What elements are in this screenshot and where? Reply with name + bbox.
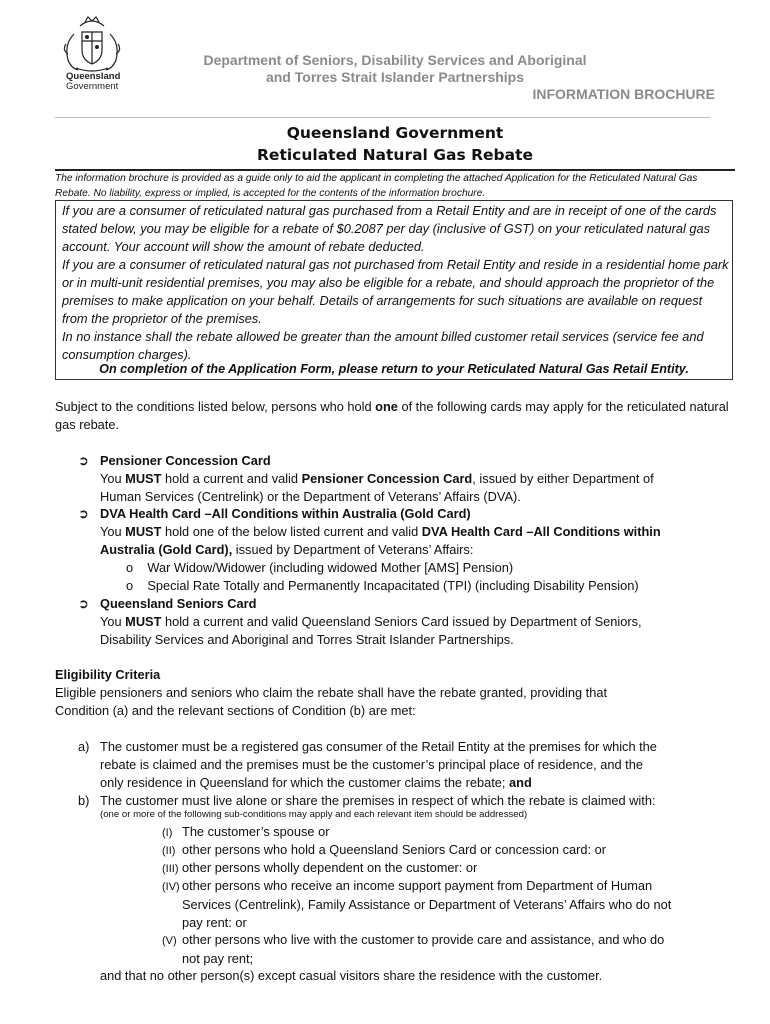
card-text-pensioner: You MUST hold a current and valid Pensioner Concession Card, issued by either Department of Human Services (Centrelink) or the Department of Veterans’ Affairs (DVA). (100, 471, 654, 504)
department-name: Department of Seniors, Disability Services and Aboriginal and Torres Strait Islander Partnerships (203, 52, 587, 85)
page-title: Queensland Government Reticulated Natural Gas Rebate (257, 124, 533, 164)
title-divider (55, 169, 735, 171)
eligibility-section: Eligibility Criteria Eligible pensioners and seniors who claim the rebate shall have the rebate granted, providing that Condition (a) and the relevant sections of Condition (b) are met: (55, 667, 608, 718)
condition-b: b) The customer must live alone or share the premises in respect of which the rebate is claimed with: (78, 793, 656, 808)
list-item: o War Widow/Widower (including widowed Mother [AMS] Pension) (126, 560, 514, 575)
sub-condition: (I) The customer’s spouse or (162, 824, 330, 839)
card-heading-dva: ➲ DVA Health Card –All Conditions within Australia (Gold Card) (78, 506, 471, 521)
eligibility-heading: Eligibility Criteria (55, 667, 161, 682)
logo-wordmark: Queensland Government (66, 71, 121, 92)
card-text-dva: You MUST hold one of the below listed current and valid DVA Health Card –All Conditions within Australia (Gold Card), issued by Department of Veterans’ Affairs: (100, 524, 661, 557)
card-text-seniors: You MUST hold a current and valid Queensland Seniors Card issued by Department of Seniors, Disability Services and Aboriginal and Torres Strait Islander Partnerships. (100, 614, 642, 647)
closing-statement: and that no other person(s) except casual visitors share the residence with the customer. (100, 968, 603, 983)
sub-condition: (V) other persons who live with the customer to provide care and assistance, and who do not pay rent; (162, 932, 665, 966)
notice-paragraph: In no instance shall the rebate allowed be greater than the amount billed customer retail services (service fee and consumption charges). (62, 329, 704, 362)
notice-paragraph: If you are a consumer of reticulated natural gas purchased from a Retail Entity and are in receipt of one of the cards stated below, you may be eligible for a rebate of $0.2087 per day (inclusive of GST) on your reticulated natural gas account. Your account will show the amount of rebate deducted. (62, 203, 717, 254)
condition-b-note: (one or more of the following sub-conditions may apply and each relevant item should be addressed) (100, 809, 528, 820)
card-heading-pensioner: ➲ Pensioner Concession Card (78, 453, 271, 468)
condition-a: a) The customer must be a registered gas consumer of the Retail Entity at the premises for which the rebate is claimed and the premises must be the customer’s principal place of residence, and the only residence in Queensland for which the customer claims the rebate; and (78, 739, 657, 790)
list-item: o Special Rate Totally and Permanently Incapacitated (TPI) (including Disability Pension) (126, 578, 639, 593)
arrow-bullet-icon: ➲ (78, 506, 89, 521)
notice-text (62, 202, 730, 364)
return-instruction: On completion of the Application Form, please return to your Reticulated Natural Gas Retail Entity. (99, 362, 689, 376)
sub-condition: (III) other persons wholly dependent on the customer: or (162, 860, 478, 875)
sub-condition: (II) other persons who hold a Queensland Seniors Card or concession card: or (162, 842, 606, 857)
intro-text: Subject to the conditions listed below, persons who hold one of the following cards may apply for the reticulated natural gas rebate. (55, 399, 729, 432)
disclaimer: The information brochure is provided as a guide only to aid the applicant in completing the attached Application for the Reticulated Natural Gas Rebate. No liability, express or implied, is accepted for the contents of the information brochure. (55, 173, 698, 199)
document-type: INFORMATION BROCHURE (532, 86, 715, 102)
notice-paragraph: If you are a consumer of reticulated natural gas not purchased from Retail Entity and reside in a residential home park or in multi-unit residential premises, you may also be eligible for a rebate, and should approach the proprietor of the premises to make application on your behalf. Details of arrangements for such situations are available on request from the proprietor of the premises. (62, 257, 729, 326)
arrow-bullet-icon: ➲ (78, 453, 89, 468)
sub-condition: (IV) other persons who receive an income support payment from Department of Human Services (Centrelink), Family Assistance or Department of Veterans’ Affairs who do not pay rent: or (162, 878, 672, 930)
card-heading-seniors: ➲ Queensland Seniors Card (78, 596, 257, 611)
header-divider (55, 117, 710, 118)
arrow-bullet-icon: ➲ (78, 596, 89, 611)
